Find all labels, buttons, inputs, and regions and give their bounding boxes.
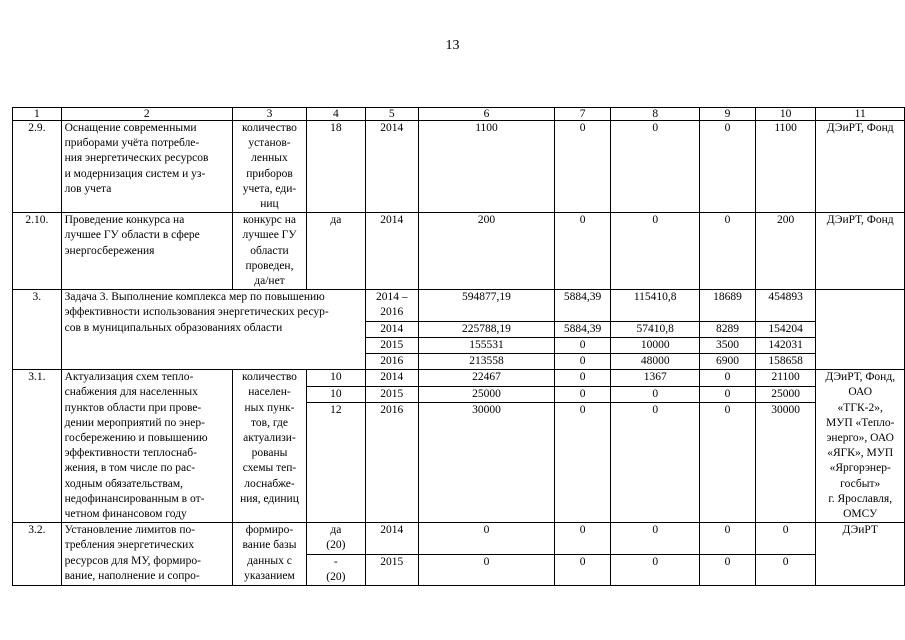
year-cell: 2014 [365, 321, 418, 337]
value-cell: 18689 [700, 290, 756, 321]
executor-cell [816, 290, 905, 370]
year-cell: 2016 [365, 354, 418, 370]
item-number: 3. [13, 290, 62, 370]
value-cell: 0 [755, 554, 816, 585]
indicator-value: 12 [307, 403, 366, 523]
value-cell: 154204 [755, 321, 816, 337]
header-cell: 4 [307, 108, 366, 121]
year-cell: 2015 [365, 337, 418, 353]
value-cell: 0 [555, 121, 611, 213]
header-cell: 6 [418, 108, 554, 121]
executor-cell: ДЭиРТ, Фонд [816, 121, 905, 213]
value-cell: 0 [611, 386, 700, 403]
value-cell: 0 [555, 213, 611, 290]
value-cell: 0 [611, 403, 700, 523]
value-cell: 0 [555, 403, 611, 523]
value-cell: 0 [555, 354, 611, 370]
value-cell: 3500 [700, 337, 756, 353]
value-cell: 115410,8 [611, 290, 700, 321]
year-cell: 2014 [365, 523, 418, 554]
total-cell: 225788,19 [418, 321, 554, 337]
value-cell: 0 [611, 523, 700, 554]
indicator-value: - (20) [307, 554, 366, 585]
value-cell: 0 [700, 213, 756, 290]
indicator-name: количество установ- ленных приборов учета, еди- ниц [232, 121, 306, 213]
indicator-value: да (20) [307, 523, 366, 554]
value-cell: 0 [611, 213, 700, 290]
program-table [12, 107, 905, 586]
total-cell: 213558 [418, 354, 554, 370]
indicator-name: конкурс на лучшее ГУ области проведен, да/нет [232, 213, 306, 290]
table-row [13, 290, 905, 321]
value-cell: 142031 [755, 337, 816, 353]
item-number: 2.9. [13, 121, 62, 213]
value-cell: 25000 [755, 386, 816, 403]
table-row [13, 523, 905, 554]
year-cell: 2014 [365, 370, 418, 387]
value-cell: 158658 [755, 354, 816, 370]
value-cell: 0 [611, 554, 700, 585]
total-cell: 155531 [418, 337, 554, 353]
value-cell: 0 [700, 403, 756, 523]
item-name: Оснащение современными приборами учёта потребле- ния энергетических ресурсов и модернизация систем и уз- лов учета [61, 121, 232, 213]
total-cell: 200 [418, 213, 554, 290]
indicator-name-cell [232, 523, 306, 586]
value-cell: 21100 [755, 370, 816, 387]
header-cell: 1 [13, 108, 62, 121]
value-cell: 0 [555, 523, 611, 554]
year-cell: 2014 [365, 121, 418, 213]
header-cell: 3 [232, 108, 306, 121]
item-name: Актуализация схем тепло- снабжения для населенных пунктов области при прове- дении мероприятий по энер- госбережению и повышению эффективности теплоснаб- жения, в том числе по рас- ходным обязательствам, недофинансированным в от- четном финансовом году [61, 370, 232, 523]
table-header-row [13, 108, 905, 121]
header-cell: 8 [611, 108, 700, 121]
value-cell: 0 [555, 386, 611, 403]
indicator-value: да [307, 213, 366, 290]
indicator-value: 18 [307, 121, 366, 213]
value-cell: 1100 [755, 121, 816, 213]
executor-cell: ДЭиРТ, Фонд, ОАО «ТГК-2», МУП «Тепло- энерго», ОАО «ЯГК», МУП «Яргорэнер- госбыт» г. Ярославля, ОМСУ [816, 370, 905, 523]
value-cell: 48000 [611, 354, 700, 370]
value-cell: 200 [755, 213, 816, 290]
value-cell: 0 [700, 370, 756, 387]
header-cell: 9 [700, 108, 756, 121]
total-cell: 1100 [418, 121, 554, 213]
value-cell: 10000 [611, 337, 700, 353]
year-cell: 2014 [365, 213, 418, 290]
value-cell: 1367 [611, 370, 700, 387]
item-name-cell [61, 523, 232, 586]
page-number: 13 [445, 38, 460, 53]
header-cell: 10 [755, 108, 816, 121]
value-cell: 0 [755, 523, 816, 554]
executor-cell: ДЭиРТ [816, 523, 905, 586]
item-name: Установление лимитов по- требления энергетических ресурсов для МУ, формиро- вание, наполнение и сопро- [64, 524, 201, 582]
value-cell: 0 [555, 370, 611, 387]
total-cell: 30000 [418, 403, 554, 523]
year-cell: 2015 [365, 386, 418, 403]
value-cell: 0 [700, 554, 756, 585]
value-cell: 0 [700, 386, 756, 403]
indicator-name: формиро- вание базы данных с указанием [242, 524, 297, 582]
item-number: 3.2. [13, 523, 62, 586]
total-cell: 594877,19 [418, 290, 554, 321]
item-number: 3.1. [13, 370, 62, 523]
value-cell: 57410,8 [611, 321, 700, 337]
year-cell: 2015 [365, 554, 418, 585]
value-cell: 0 [700, 523, 756, 554]
indicator-value: 10 [307, 386, 366, 403]
indicator-value: 10 [307, 370, 366, 387]
task-title: Задача 3. Выполнение комплекса мер по повышению эффективности использования энергетических ресур- сов в муниципальных образованиях области [61, 290, 365, 370]
value-cell: 5884,39 [555, 290, 611, 321]
value-cell: 0 [700, 121, 756, 213]
value-cell: 0 [555, 554, 611, 585]
value-cell: 30000 [755, 403, 816, 523]
header-cell: 7 [555, 108, 611, 121]
value-cell: 6900 [700, 354, 756, 370]
table-row [13, 213, 905, 290]
total-cell: 0 [418, 554, 554, 585]
header-cell: 5 [365, 108, 418, 121]
total-cell: 22467 [418, 370, 554, 387]
value-cell: 8289 [700, 321, 756, 337]
executor-cell: ДЭиРТ, Фонд [816, 213, 905, 290]
year-cell: 2014 – 2016 [365, 290, 418, 321]
total-cell: 0 [418, 523, 554, 554]
indicator-name: количество населен- ных пунк- тов, где актуализи- рованы схемы теп- лоснабже- ния, единиц [232, 370, 306, 523]
item-number: 2.10. [13, 213, 62, 290]
value-cell: 5884,39 [555, 321, 611, 337]
total-cell: 25000 [418, 386, 554, 403]
header-cell: 11 [816, 108, 905, 121]
item-name: Проведение конкурса на лучшее ГУ области в сфере энергосбережения [61, 213, 232, 290]
table-row [13, 370, 905, 387]
table-row [13, 121, 905, 213]
value-cell: 454893 [755, 290, 816, 321]
header-cell: 2 [61, 108, 232, 121]
value-cell: 0 [611, 121, 700, 213]
value-cell: 0 [555, 337, 611, 353]
year-cell: 2016 [365, 403, 418, 523]
